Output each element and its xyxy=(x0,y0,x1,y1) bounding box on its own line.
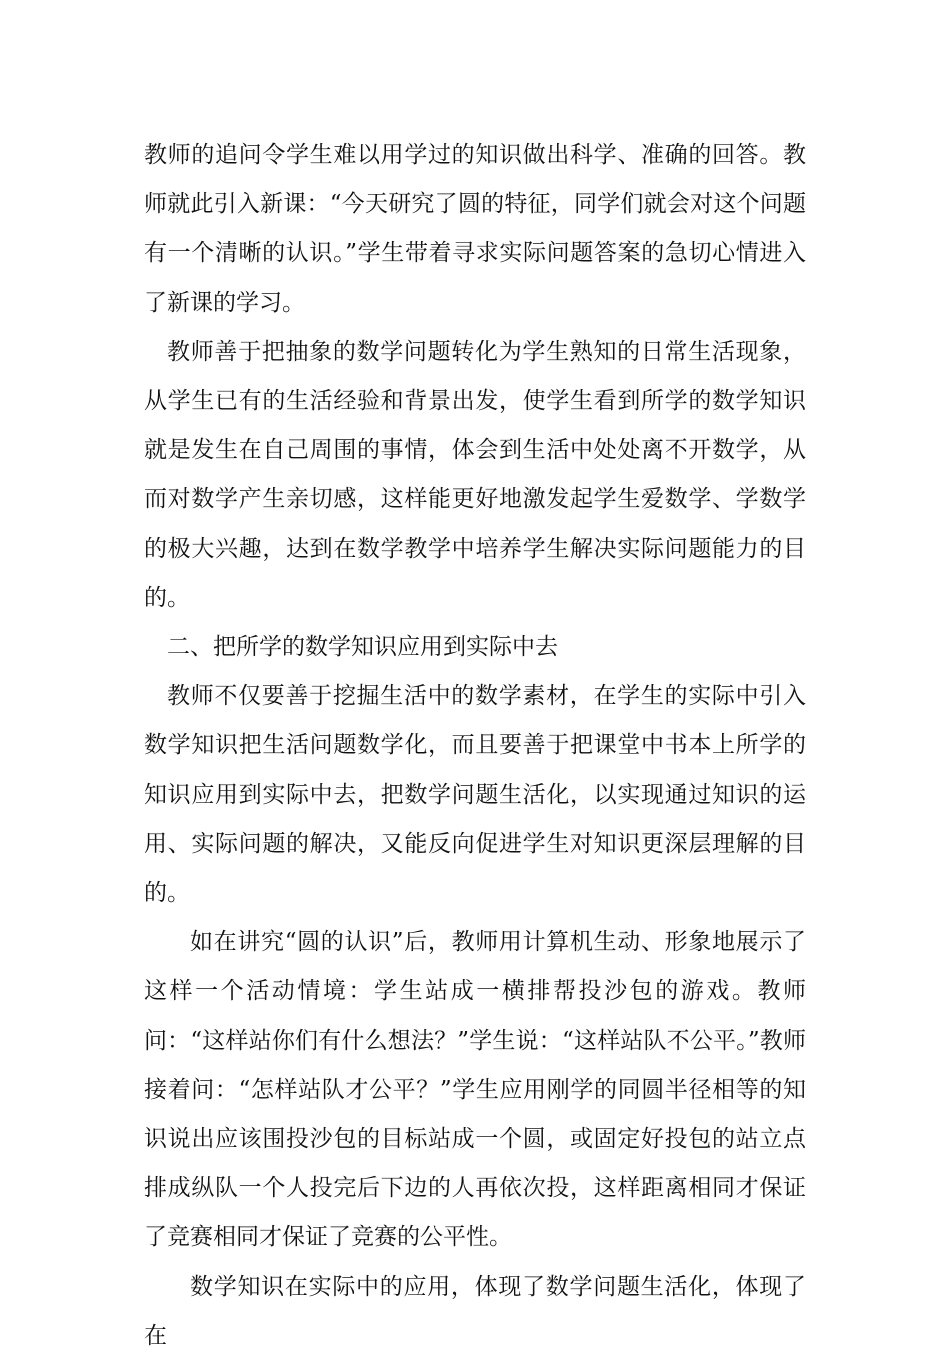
paragraph-application: 教师不仅要善于挖掘生活中的数学素材，在学生的实际中引入数学知识把生活问题数学化，而且要善于把课堂中书本上所学的知识应用到实际中去，把数学问题生活化，以实现通过知识的运用、实际问题的解决，又能反向促进学生对知识更深层理解的目的。 xyxy=(144,683,806,907)
section-heading: 二、把所学的数学知识应用到实际中去 xyxy=(167,634,558,661)
paragraph-teaching-method: 教师善于把抽象的数学问题转化为学生熟知的日常生活现象，从学生已有的生活经验和背景出发，使学生看到所学的数学知识就是发生在自己周围的事情，体会到生活中处处离不开数学，从而对数学产生亲切感，这样能更好地激发起学生爱数学、学数学的极大兴趣，达到在数学教学中培养学生解决实际问题能力的目的。 xyxy=(144,338,806,611)
paragraph-conclusion-start: 数学知识在实际中的应用，体现了数学问题生活化，体现了在 xyxy=(144,1273,806,1349)
document-body xyxy=(144,131,806,1361)
paragraph-intro-continuation: 教师的追问令学生难以用学过的知识做出科学、准确的回答。教师就此引入新课：“今天研究了圆的特征，同学们就会对这个问题有一个清晰的认识。”学生带着寻求实际问题答案的急切心情进入了新课的学习。 xyxy=(144,142,806,316)
paragraph-circle-example: 如在讲究“圆的认识”后，教师用计算机生动、形象地展示了这样一个活动情境：学生站成一横排帮投沙包的游戏。教师问：“这样站你们有什么想法？”学生说：“这样站队不公平。”教师接着问：“怎样站队才公平？”学生应用刚学的同圆半径相等的知识说出应该围投沙包的目标站成一个圆，或固定好投包的站立点排成纵队一个人投完后下边的人再依次投，这样距离相同才保证了竞赛相同才保证了竞赛的公平性。 xyxy=(144,929,806,1251)
